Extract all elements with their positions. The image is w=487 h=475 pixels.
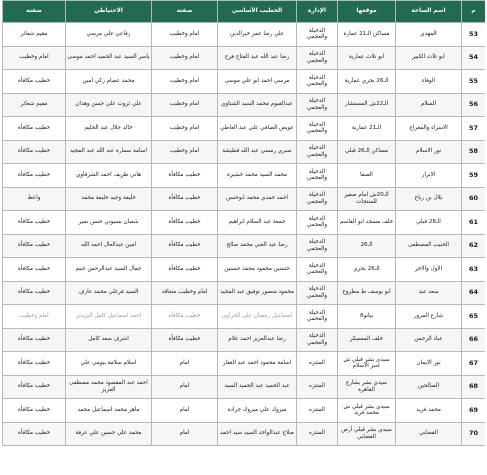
cell-reserve-preacher: ماهر محمد اسماعيل محمد: [66, 399, 152, 423]
cell-administration: المنتزه: [297, 352, 338, 376]
cell-administration: الدخيلة والعجمي: [297, 234, 338, 258]
header-square-name: اسم الساحة: [396, 1, 462, 23]
cell-location: ابو يوسف ط مطروح: [338, 281, 396, 305]
cell-number: 62: [462, 234, 486, 258]
cell-administration: الدخيلة والعجمي: [297, 117, 338, 141]
cell-main-preacher: احمد حمدي محمد ابوحسن: [218, 187, 297, 211]
cell-number: 69: [462, 399, 486, 423]
cell-square-name: الابرار: [396, 164, 462, 188]
cell-location: الـ20ش امام صفير للمنتجات: [338, 187, 396, 211]
cell-square-name: الـ28 قبلي: [396, 211, 462, 235]
cell-administration: الدخيلة والعجمي: [297, 164, 338, 188]
cell-administration: المنتزه: [297, 422, 338, 446]
header-main-preacher: الخطيب الأساسي: [218, 1, 297, 23]
table-row: [3, 352, 486, 376]
cell-reserve-role: امام وخطيب: [3, 46, 66, 70]
cell-square-name: الوفاء: [396, 70, 462, 94]
cell-reserve-preacher: احمد عبد المقصود محمد مصطفى العزيز: [66, 375, 152, 399]
cell-number: 65: [462, 305, 486, 329]
table-row: [3, 211, 486, 235]
cell-main-role: امام وخطيب: [152, 70, 218, 94]
table-row: [3, 140, 486, 164]
table-row: [3, 375, 486, 399]
cell-reserve-role: خطيب مكافأة: [3, 375, 66, 399]
cell-number: 70: [462, 422, 486, 446]
cell-square-name: نور الايمان: [396, 352, 462, 376]
cell-reserve-role: خطيب مكافأة: [3, 422, 66, 446]
cell-reserve-role: خطيب مكافأة: [3, 281, 66, 305]
table-body: [3, 23, 486, 446]
cell-reserve-preacher: محمد علي حسين علي عرفة: [66, 422, 152, 446]
cell-number: 61: [462, 211, 486, 235]
cell-main-role: خطيب مكافأة: [152, 211, 218, 235]
cell-main-preacher: صلاح عبدالواحد السيد سيد احمد: [218, 422, 297, 446]
cell-location: سيدي بشر قبلي ش عنبر الاسلام: [338, 352, 396, 376]
table-row: [3, 328, 486, 352]
table-row: [3, 305, 486, 329]
cell-location: خلف مسجد ابو القاسم: [338, 211, 396, 235]
cell-reserve-preacher: السيد فرغلي محمد عارف: [66, 281, 152, 305]
cell-reserve-role: مقيم شعائر: [3, 93, 66, 117]
cell-main-role: امام: [152, 399, 218, 423]
cell-square-name: سعد عبد: [396, 281, 462, 305]
table-row: [3, 422, 486, 446]
cell-main-preacher: اسماعيل رمضان علي الحزاوي: [218, 305, 297, 329]
cell-number: 66: [462, 328, 486, 352]
cell-number: 64: [462, 281, 486, 305]
table-row: [3, 258, 486, 282]
cell-administration: الدخيلة والعجمي: [297, 140, 338, 164]
cell-square-name: ابو تلات الكبير: [396, 46, 462, 70]
cell-main-preacher: جمعة عبد السلام ابراهيم: [218, 211, 297, 235]
cell-main-preacher: عبدالقيوم محمد السيد الشتاوي: [218, 93, 297, 117]
cell-square-name: محمد فريد: [396, 399, 462, 423]
cell-number: 60: [462, 187, 486, 211]
table-header-row: [3, 1, 486, 23]
cell-reserve-role: خطيب مكافأة: [3, 164, 66, 188]
cell-main-preacher: رضا عبد الله عبد الفتاح فرج: [218, 46, 297, 70]
header-number: م: [462, 1, 486, 23]
cell-reserve-preacher: اسلام سلامة بيومي علي: [66, 352, 152, 376]
cell-administration: الدخيلة والعجمي: [297, 258, 338, 282]
cell-reserve-preacher: خالد جلال عبد الحليم: [66, 117, 152, 141]
cell-main-preacher: عبد الحميد عبد الحميد السيد: [218, 375, 297, 399]
cell-main-preacher: رضا عبدالعزيز احمد علام: [218, 328, 297, 352]
cell-main-role: امام وخطيب: [152, 117, 218, 141]
cell-main-role: خطيب مكافأة: [152, 305, 218, 329]
cell-location: الـ26 بحري: [338, 258, 396, 282]
cell-reserve-role: خطيب مكافأة: [3, 117, 66, 141]
cell-reserve-role: خطيب مكافأة: [3, 70, 66, 94]
cell-number: 63: [462, 258, 486, 282]
table-row: [3, 46, 486, 70]
cell-main-preacher: حسنين محمود محمد حسنين: [218, 258, 297, 282]
table-row: [3, 399, 486, 423]
table-row: [3, 164, 486, 188]
cell-reserve-preacher: علي ثروت علي حسن وهدان: [66, 93, 152, 117]
cell-number: 57: [462, 117, 486, 141]
cell-reserve-preacher: اشرف سعد كامل: [66, 328, 152, 352]
cell-administration: الدخيلة والعجمي: [297, 46, 338, 70]
header-reserve-preacher: الاحتياطي: [66, 1, 152, 23]
cell-main-role: امام: [152, 422, 218, 446]
cell-location: الصفا: [338, 164, 396, 188]
cell-location: مساكن الـ21 عمارة: [338, 23, 396, 47]
cell-reserve-role: خطيب مكافأة: [3, 211, 66, 235]
cell-number: 59: [462, 164, 486, 188]
cell-main-preacher: عويض الصافي علي عبد العاطي: [218, 117, 297, 141]
cell-reserve-preacher: احمد اسماعيل كامل البريدي: [66, 305, 152, 329]
cell-number: 55: [462, 70, 486, 94]
cell-main-preacher: محمود منصور توفيق عبد المجيد: [218, 281, 297, 305]
cell-location: الـ21 عمارية: [338, 117, 396, 141]
cell-reserve-preacher: اسامة سمارة عبد الله عبد المجيد: [66, 140, 152, 164]
cell-main-role: امام وخطيب: [152, 23, 218, 47]
cell-reserve-role: واعظ: [3, 187, 66, 211]
cell-main-role: امام وخطيب متعاقد: [152, 281, 218, 305]
table-row: [3, 281, 486, 305]
cell-location: خلف المعسكر: [338, 328, 396, 352]
cell-reserve-role: خطيب مكافأة: [3, 328, 66, 352]
cell-administration: الدخيلة والعجمي: [297, 328, 338, 352]
cell-number: 68: [462, 375, 486, 399]
table-row: [3, 23, 486, 47]
cell-number: 53: [462, 23, 486, 47]
cell-main-role: خطيب مكافأة: [152, 328, 218, 352]
cell-square-name: الصالحين: [396, 375, 462, 399]
table-row: [3, 117, 486, 141]
cell-administration: الدخيلة والعجمي: [297, 187, 338, 211]
cell-square-name: السلام: [396, 93, 462, 117]
cell-reserve-preacher: محمد عصام زكي امين: [66, 70, 152, 94]
cell-main-role: امام وخطيب: [152, 46, 218, 70]
cell-location: الـ26 بحري عمارية: [338, 70, 396, 94]
cell-administration: الدخيلة والعجمي: [297, 93, 338, 117]
cell-number: 54: [462, 46, 486, 70]
cell-number: 56: [462, 93, 486, 117]
cell-location: مساكن الـ26 قبلي: [338, 140, 396, 164]
cell-main-preacher: اسامة محمود احمد عبد الغفار: [218, 352, 297, 376]
cell-square-name: الاول والاخر: [396, 258, 462, 282]
cell-reserve-role: خطيب مكافأة: [3, 234, 66, 258]
table-row: [3, 187, 486, 211]
header-administration: الإدارة: [297, 1, 338, 23]
cell-location: الـ22ش المستشار: [338, 93, 396, 117]
cell-administration: الدخيلة والعجمي: [297, 211, 338, 235]
cell-reserve-role: خطيب مكافأة: [3, 140, 66, 164]
table-row: [3, 70, 486, 94]
mosque-schedule-sheet: [2, 0, 485, 475]
cell-main-preacher: صبري رمسي عبد الله قطيشة: [218, 140, 297, 164]
cell-location: سيدي بشر قبلي أرض القضابي: [338, 422, 396, 446]
cell-administration: المنتزه: [297, 399, 338, 423]
cell-administration: الدخيلة والعجمي: [297, 70, 338, 94]
cell-location: الـ26: [338, 234, 396, 258]
cell-main-role: امام وخطيب: [152, 140, 218, 164]
cell-location: سيدي بشر قبلي ش محمد فريد: [338, 399, 396, 423]
cell-reserve-preacher: ياسر السيد عبد الحميد احمد موسى: [66, 46, 152, 70]
cell-main-preacher: رضا عبد الغني محمد صالح: [218, 234, 297, 258]
cell-reserve-role: مقيم شعائر: [3, 23, 66, 47]
cell-reserve-preacher: امين عبدالعال احمد الله: [66, 234, 152, 258]
cell-administration: المنتزه: [297, 375, 338, 399]
cell-reserve-preacher: خليفة وجيه خليفة محمد: [66, 187, 152, 211]
cell-reserve-preacher: شعبان بسيوني حسن نمير: [66, 211, 152, 235]
cell-location: ابو تلات عمارية: [338, 46, 396, 70]
cell-main-role: امام: [152, 352, 218, 376]
table-row: [3, 93, 486, 117]
cell-square-name: بلال بن رباح: [396, 187, 462, 211]
cell-main-preacher: مرسي احمد ابو علي موسى: [218, 70, 297, 94]
cell-main-role: امام وخطيب: [152, 93, 218, 117]
cell-main-role: امام: [152, 375, 218, 399]
cell-square-name: عباد الرحمن: [396, 328, 462, 352]
cell-location: بيانو8: [338, 305, 396, 329]
cell-main-role: خطيب مكافأة: [152, 234, 218, 258]
cell-reserve-preacher: جمال السيد عبدالرحمن غنيم: [66, 258, 152, 282]
cell-reserve-role: خطيب مكافأة: [3, 258, 66, 282]
cell-reserve-role: خطيب مكافأة: [3, 399, 66, 423]
cell-square-name: المهدي: [396, 23, 462, 47]
cell-number: 58: [462, 140, 486, 164]
header-reserve-role: صفته: [3, 1, 66, 23]
cell-square-name: القضابي: [396, 422, 462, 446]
cell-square-name: نور الاسلام: [396, 140, 462, 164]
header-location: موقعها: [338, 1, 396, 23]
cell-administration: الدخيلة والعجمي: [297, 281, 338, 305]
cell-administration: الدخيلة والعجمي: [297, 23, 338, 47]
header-main-role: صفته: [152, 1, 218, 23]
cell-main-role: خطيب مكافأة: [152, 187, 218, 211]
cell-main-preacher: علي رضا عمر خيرالدين: [218, 23, 297, 47]
cell-reserve-preacher: رفاعي علي مرسي: [66, 23, 152, 47]
cell-reserve-preacher: هاني ظريف احمد الشرقاوي: [66, 164, 152, 188]
cell-square-name: الحبيب المصطفى: [396, 234, 462, 258]
cell-square-name: شارع المرور: [396, 305, 462, 329]
mosque-schedule-table: [2, 0, 485, 446]
cell-administration: الدخيلة والعجمي: [297, 305, 338, 329]
cell-main-role: خطيب مكافأة: [152, 258, 218, 282]
cell-square-name: الاسراء والمعراج: [396, 117, 462, 141]
table-row: [3, 234, 486, 258]
cell-number: 67: [462, 352, 486, 376]
cell-main-preacher: مبروك علي مبروك جرادة: [218, 399, 297, 423]
cell-location: سيدي بشر بشارع القاهرة: [338, 375, 396, 399]
cell-reserve-role: امام وخطيب: [3, 305, 66, 329]
cell-main-role: خطيب مكافأة: [152, 164, 218, 188]
cell-reserve-role: خطيب مكافأة: [3, 352, 66, 376]
cell-main-preacher: محمد السيد محمد حشيرة: [218, 164, 297, 188]
